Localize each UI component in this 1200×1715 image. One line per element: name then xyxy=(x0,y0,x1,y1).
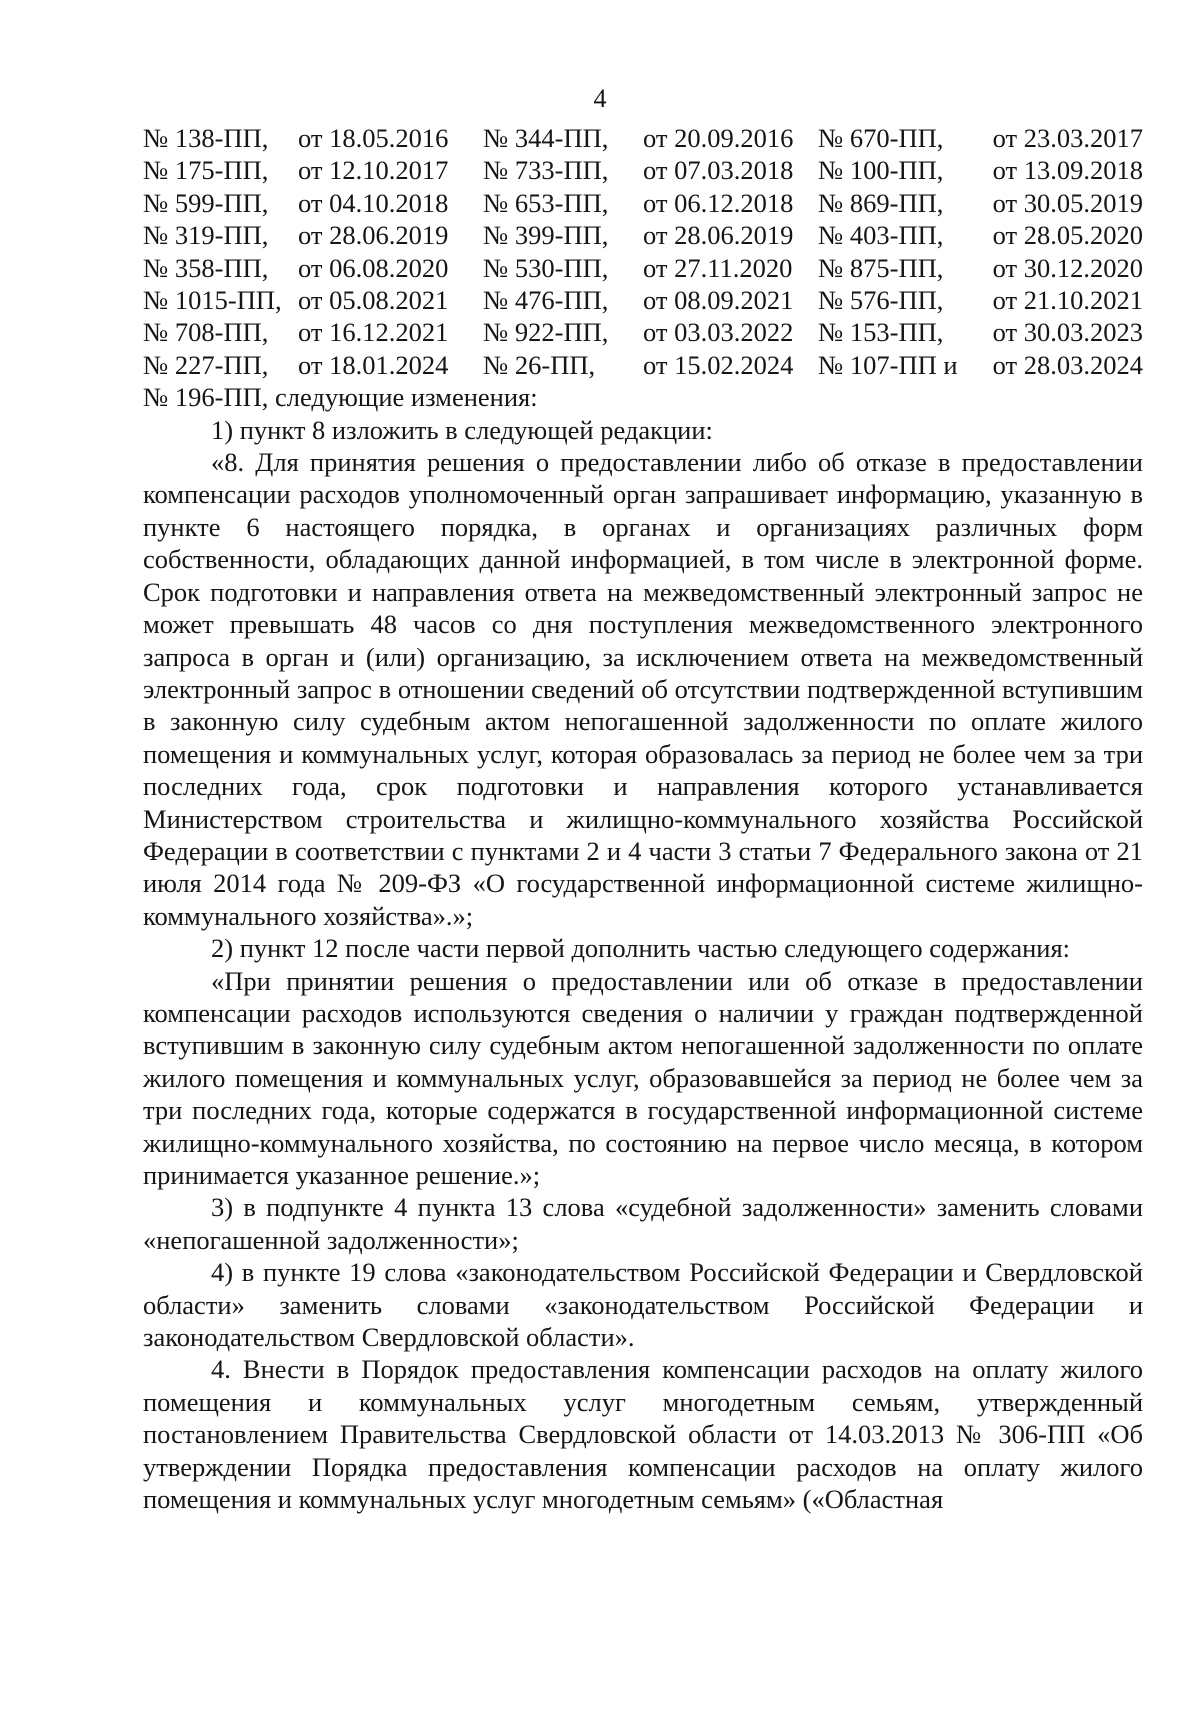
resolution-number: № 599-ПП, xyxy=(143,187,269,218)
resolution-number: № 227-ПП, xyxy=(143,349,269,380)
resolution-number: № 922-ПП, xyxy=(483,317,609,348)
resolution-date: от 27.11.2020 xyxy=(643,252,793,283)
resolution-date: от 12.10.2017 xyxy=(298,155,449,186)
resolution-number: № 670-ПП, xyxy=(818,123,944,153)
resolution-number: № 653-ПП, xyxy=(483,187,609,218)
resolution-number: № 344-ПП, xyxy=(483,123,609,153)
reference-row xyxy=(143,154,1143,186)
resolution-date: от 23.03.2017 xyxy=(992,123,1143,153)
paragraph-item-4: 4) в пункте 19 слова «законодательством Российской Федерации и Свердловской области» заменить словами «законодательством Российской Федерации и законодательством Свердловской области». xyxy=(143,1257,1143,1353)
resolution-date: от 06.12.2018 xyxy=(643,187,794,218)
resolution-date: от 15.02.2024 xyxy=(643,349,794,380)
reference-row xyxy=(143,316,1143,348)
resolution-number: № 708-ПП, xyxy=(143,317,269,348)
resolution-number: № 403-ПП, xyxy=(818,220,944,251)
resolution-number: № 100-ПП, xyxy=(818,155,944,186)
resolution-number: № 107-ПП и xyxy=(818,349,958,380)
resolution-number: № 399-ПП, xyxy=(483,220,609,251)
resolution-date: от 08.09.2021 xyxy=(643,285,794,316)
resolution-number: № 175-ПП, xyxy=(143,155,269,186)
paragraph-changes-intro: № 196-ПП, следующие изменения: xyxy=(143,382,538,413)
reference-row xyxy=(143,219,1143,251)
resolution-date: от 28.05.2020 xyxy=(992,220,1143,251)
resolution-number: № 1015-ПП, xyxy=(143,285,282,316)
resolution-date: от 05.08.2021 xyxy=(298,285,449,316)
resolution-number: № 530-ПП, xyxy=(483,252,609,283)
resolution-number: № 875-ПП, xyxy=(818,252,944,283)
page-number: 4 xyxy=(593,84,607,113)
resolution-number: № 733-ПП, xyxy=(483,155,609,186)
resolution-date: от 16.12.2021 xyxy=(298,317,449,348)
reference-row xyxy=(143,122,1143,154)
resolution-date: от 30.05.2019 xyxy=(992,187,1143,218)
resolution-date: от 07.03.2018 xyxy=(643,155,794,186)
resolution-date: от 13.09.2018 xyxy=(992,155,1143,186)
resolution-number: № 358-ПП, xyxy=(143,252,269,283)
resolution-date: от 18.05.2016 xyxy=(298,123,449,153)
resolution-date: от 04.10.2018 xyxy=(298,187,449,218)
paragraph-item-2: 2) пункт 12 после части первой дополнить частью следующего содержания: xyxy=(211,933,1070,964)
resolution-date: от 18.01.2024 xyxy=(298,349,449,380)
paragraph-quote-point-8: «8. Для принятия решения о предоставлении либо об отказе в предоставлении компенсации расходов уполномоченный орган запрашивает информацию, указанную в пункте 6 настоящего порядка, в органах и организациях различных форм собственности, обладающих данной информацией, в том числе в электронной форме. Срок подготовки и направления ответа на межведомственный электронный запрос не может превышать 48 часов со дня поступления межведомственного электронного запроса в орган и (или) организацию, за исключением ответа на межведомственный электронный запрос в отношении сведений об отсутствии подтвержденной вступившим в законную силу судебным актом непогашенной задолженности по оплате жилого помещения и коммунальных услуг, которая образовалась за период не более чем за три последних года, срок подготовки и направления которого устанавливается Министерством строительства и жилищно-коммунального хозяйства Российской Федерации в соответствии с пунктами 2 и 4 части 3 статьи 7 Федерального закона от 21 июля 2014 года № 209-ФЗ «О государственной информационной системе жилищно-коммунального хозяйства».»; xyxy=(143,447,1143,931)
resolution-number: № 153-ПП, xyxy=(818,317,944,348)
resolution-number: № 869-ПП, xyxy=(818,187,944,218)
resolution-date: от 28.06.2019 xyxy=(643,220,794,251)
resolution-number: № 576-ПП, xyxy=(818,285,944,316)
resolution-reference-table xyxy=(143,122,1143,381)
resolution-date: от 30.03.2023 xyxy=(992,317,1143,348)
paragraph-item-1: 1) пункт 8 изложить в следующей редакции: xyxy=(211,414,713,445)
resolution-date: от 06.08.2020 xyxy=(298,252,449,283)
paragraph-item-3: 3) в подпункте 4 пункта 13 слова «судебной задолженности» заменить словами «непогашенной задолженности»; xyxy=(143,1192,1143,1255)
resolution-date: от 03.03.2022 xyxy=(643,317,794,348)
resolution-number: № 138-ПП, xyxy=(143,123,269,153)
document-body xyxy=(143,122,1143,1515)
paragraph-quote-point-12: «При принятии решения о предоставлении или об отказе в предоставлении компенсации расходов используются сведения о наличии у граждан подтвержденной вступившим в законную силу судебным актом непогашенной задолженности по оплате жилого помещения и коммунальных услуг, образовавшейся за период не более чем за три последних года, которые содержатся в государственной информационной системе жилищно-коммунального хозяйства, по состоянию на первое число месяца, в котором принимается указанное решение.»; xyxy=(143,965,1143,1190)
reference-row xyxy=(143,349,1143,381)
resolution-date: от 28.06.2019 xyxy=(298,220,449,251)
resolution-date: от 28.03.2024 xyxy=(992,349,1143,380)
reference-row xyxy=(143,252,1143,284)
reference-row xyxy=(143,284,1143,316)
resolution-date: от 21.10.2021 xyxy=(992,285,1143,316)
resolution-number: № 319-ПП, xyxy=(143,220,269,251)
resolution-number: № 26-ПП, xyxy=(483,349,596,380)
paragraph-section-4: 4. Внести в Порядок предоставления компенсации расходов на оплату жилого помещения и коммунальных услуг многодетным семьям, утвержденный постановлением Правительства Свердловской области от 14.03.2013 № 306-ПП «Об утверждении Порядка предоставления компенсации расходов на оплату жилого помещения и коммунальных услуг многодетным семьям» («Областная xyxy=(143,1354,1143,1515)
resolution-number: № 476-ПП, xyxy=(483,285,609,316)
resolution-date: от 30.12.2020 xyxy=(992,252,1143,283)
reference-row xyxy=(143,187,1143,219)
resolution-date: от 20.09.2016 xyxy=(643,123,794,153)
